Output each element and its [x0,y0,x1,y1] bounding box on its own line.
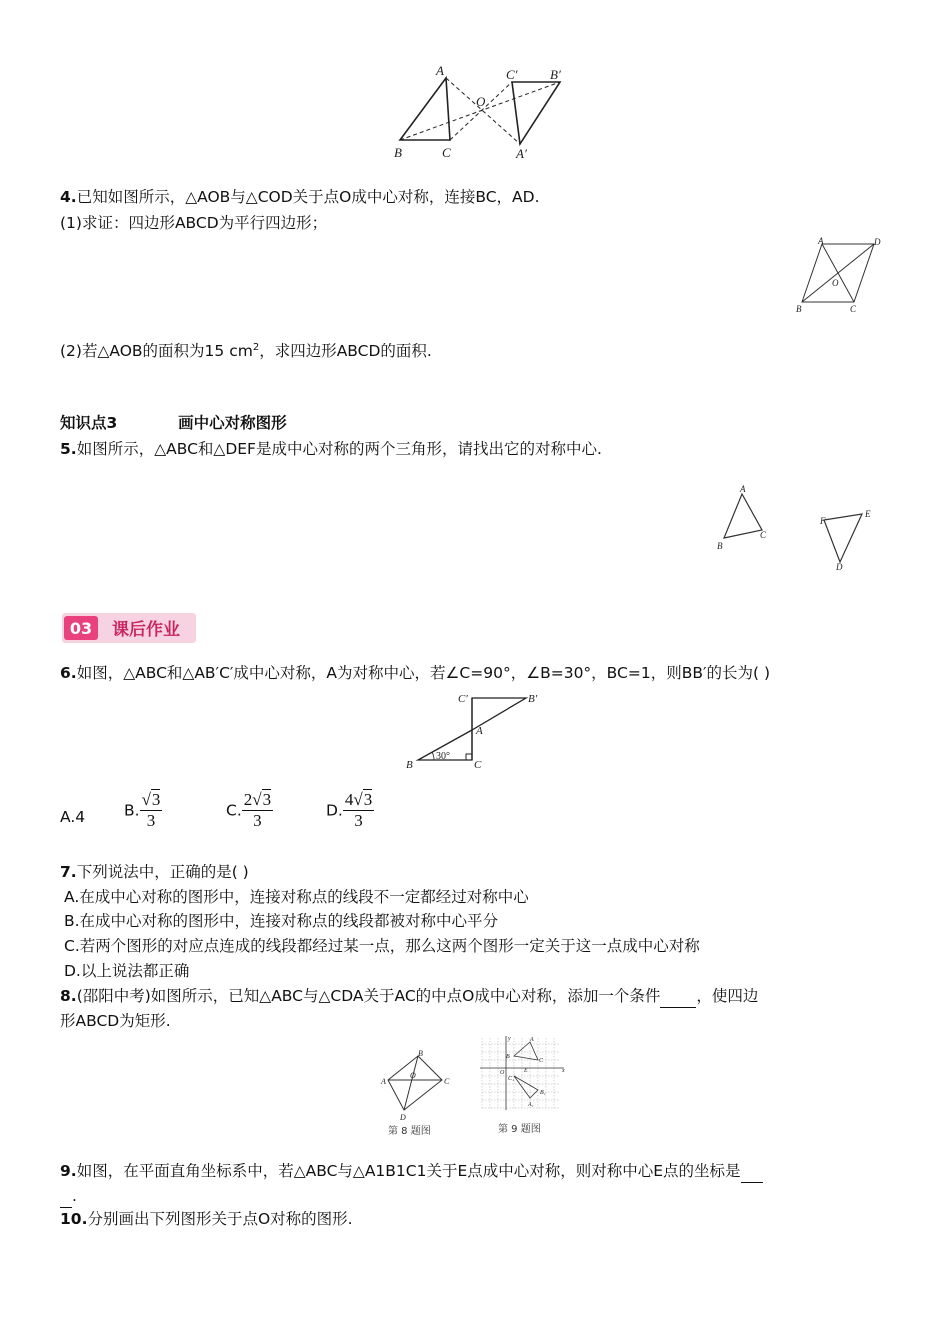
q8-text: (邵阳中考)如图所示，已知△ABC与△CDA关于AC的中点O成中心对称，添加一个条件 [76,987,661,1005]
label-C: C [444,1077,450,1086]
q8-stem-cont: 形ABCD为矩形. [60,1012,171,1030]
q7-text: 下列说法中，正确的是( ) [76,863,249,881]
label-B1: B₁ [540,1090,546,1096]
q8-number: 8. [60,987,77,1005]
q5-text: 如图所示，△ABC和△DEF是成中心对称的两个三角形，请找出它的对称中心. [76,440,602,458]
q5-number: 5. [60,440,77,458]
label-A: A [381,1077,386,1086]
figure-q8-rectangle [378,1050,460,1138]
q4-part2: (2)若△AOB的面积为15 $cm^2$，求四边形ABCD的面积. [60,342,432,361]
label-C: C [474,759,482,771]
q4-stem [60,186,540,208]
label-C-prime: C′ [458,693,468,705]
axis-y-label: y [508,1036,511,1042]
origin-label: O [500,1070,505,1076]
q7-option-d[interactable]: D.以上说法都正确 [64,962,190,980]
label-C1: C₁ [508,1076,515,1082]
q9-stem [60,1160,763,1183]
banner-number: 03 [69,619,93,638]
label-O: O [476,94,486,109]
label-O: O [410,1071,416,1080]
q6-option-a[interactable]: A.4 [60,808,86,826]
q7-number: 7. [60,863,77,881]
q6-text: 如图，△ABC和△AB′C′成中心对称，A为对称中心，若∠C=90°，∠B=30°，BC=1，则BB′的长为( ) [76,664,771,682]
label-O: O [832,278,839,288]
q10-stem [60,1208,353,1230]
figure-q3-symmetric-triangles [390,62,570,162]
q9-number: 9. [60,1162,77,1180]
label-F: F [820,516,826,526]
q5-stem [60,438,602,460]
figure-q6-right-triangles [400,688,560,778]
label-D: D [874,237,881,247]
q7-option-b[interactable]: B.在成中心对称的图形中，连接对称点的线段都被对称中心平分 [64,912,499,930]
q6-option-d[interactable]: D. $\frac{4√3}{3}$ [326,790,373,830]
label-C: C [850,304,857,314]
label-B: B [717,541,723,551]
q9-stem-cont: . [60,1185,77,1208]
label-A: A [476,725,483,737]
label-A: A [818,236,824,246]
q10-text: 分别画出下列图形关于点O对称的图形. [87,1210,353,1228]
label-E: E [524,1068,528,1074]
q7-option-a[interactable]: A.在成中心对称的图形中，连接对称点的线段不一定都经过对称中心 [64,888,529,906]
label-A: A [436,63,444,78]
label-B: B [506,1054,510,1060]
label-B-prime: B′ [550,67,561,82]
label-30-degrees: 30° [436,751,450,762]
q6-number: 6. [60,664,77,682]
section-label: 知识点3 [60,414,118,432]
label-A: A [740,484,746,494]
figure-q9-grid [476,1034,570,1138]
label-C: C [442,145,451,160]
banner-title: 课后作业 [112,620,180,640]
q7-option-c[interactable]: C.若两个图形的对应点连成的线段都经过某一点，那么这两个图形一定关于这一点成中心对称 [64,937,700,955]
label-B: B [418,1050,423,1058]
q6-stem [60,662,770,684]
q9-answer-blank[interactable] [741,1160,763,1183]
q6-option-b[interactable]: B. $\frac{√3}{3}$ [124,790,161,830]
label-D: D [400,1113,406,1122]
label-B: B [394,145,402,160]
q10-number: 10. [60,1210,88,1228]
section-title: 画中心对称图形 [178,414,287,432]
label-A-prime: A′ [516,146,527,161]
q9-answer-blank-cont[interactable] [60,1185,72,1208]
q6-option-c[interactable]: C. $\frac{2√3}{3}$ [226,790,272,830]
q8-answer-blank[interactable] [660,985,696,1008]
section-heading [60,412,287,434]
q4-text: 已知如图所示，△AOB与△COD关于点O成中心对称，连接BC，AD. [76,188,540,206]
label-E: E [865,509,871,519]
figure-9-caption: 第 9 题图 [498,1124,541,1135]
q4-part1: (1)求证：四边形ABCD为平行四边形； [60,214,328,232]
figure-q5-triangles [710,480,885,572]
label-A1: A₁ [528,1102,534,1108]
q8-stem: 8.(邵阳中考)如图所示，已知△ABC与△CDA关于AC的中点O成中心对称，添加一个条件 ，使四边 [60,985,758,1008]
figure-q4-parallelogram [792,236,884,316]
label-D: D [836,562,843,572]
label-C: C [760,530,767,540]
label-B: B [406,759,413,771]
axis-x-label: x [562,1068,565,1074]
q9-text: 如图，在平面直角坐标系中，若△ABC与△A1B1C1关于E点成中心对称，则对称中心E点的坐标是 [76,1162,741,1180]
figure-8-caption: 第 8 题图 [388,1126,431,1137]
label-A: A [530,1037,534,1043]
homework-banner [62,613,196,643]
label-C: C [539,1058,544,1064]
label-B-prime: B′ [528,693,538,705]
label-C-prime: C′ [506,67,518,82]
q4-number: 4. [60,188,77,206]
q7-stem [60,861,249,883]
label-B: B [796,304,802,314]
